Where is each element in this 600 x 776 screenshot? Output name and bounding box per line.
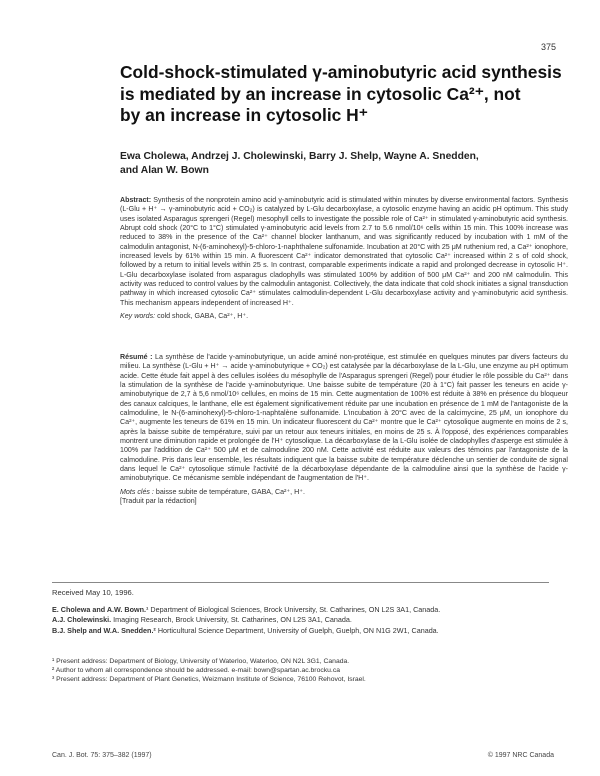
affiliation-text: Department of Biological Sciences, Brock University, St. Catharines, ON L2S 3A1, Canada. <box>150 605 441 614</box>
footnote-1: ¹ Present address: Department of Biology, University of Waterloo, Waterloo, ON N2L 3G1, Canada. <box>52 658 350 665</box>
title-line-3: by an increase in cytosolic H⁺ <box>120 105 368 125</box>
resume-keywords <box>120 488 568 497</box>
mots-cles-text: baisse subite de température, GABA, Ca²⁺, H⁺. <box>155 487 305 496</box>
affiliation-names: B.J. Shelp and W.A. Snedden.² <box>52 625 156 635</box>
abstract-text: Synthesis of the nonprotein amino acid γ-aminobutyric acid is stimulated within minutes by diverse environmental factors. Synthesis (L-Glu + H⁺ → γ-aminobutyric acid + CO₂) is catalyzed by L-Glu decarboxylase, a cytosolic enzyme having an acidic pH optimum. This study uses isolated Asparagus sprengeri (Regel) mesophyll cells to investigate the possible role of Ca²⁺ in stimulated γ-aminobutyric acid synthesis. Abrupt cold shock (20°C to 1°C) stimulated γ-aminobutyric acid levels from 2.7 to 5.6 nmol/10⁶ cells within 15 min. This 100% increase was reduced to 38% in the presence of the Ca²⁺ channel blocker lanthanum, and was significantly reduced by incubation with 1 mM of the calmodulin antagonist, N-(6-aminohexyl)-5-chloro-1-naphthalene sulfonamide. Incubation at 20°C with 25 μM ruthenium red, a Ca²⁺ ionophore, increased levels by 61% within 15 min. A fluorescent Ca²⁺ indicator demonstrated that cytosolic Ca²⁺ increased within 2 s of cold shock, followed by a return to initial levels within 25 s. In contrast, comparable experiments indicate a rapid and prolonged decrease in cytosolic H⁺. L-Glu decarboxylase isolated from asparagus cladophylls was stimulated 100% by addition of 500 μM Ca²⁺ and 200 nM calmodulin. This activity was reduced to control values by the calmodulin antagonist. Collectively, the data indicate that cold shock initiates a signal transduction pathway in which increased cytosolic Ca²⁺ stimulates calmodulin-dependent L-Glu decarboxylase activity and γ-aminobutyric acid synthesis. This mechanism appears independent of increased H⁺. <box>120 196 568 307</box>
resume-label: Résumé : <box>120 353 153 361</box>
footnote-divider <box>52 582 549 583</box>
abstract-label: Abstract: <box>120 196 152 204</box>
footnotes <box>52 657 552 684</box>
footnote-2: ² Author to whom all correspondence should be addressed. e-mail: bown@spartan.ac.brocku.ca <box>52 667 340 674</box>
affiliations <box>52 605 552 636</box>
affiliation-text: Imaging Research, Brock University, St. Catharines, ON L2S 3A1, Canada. <box>113 615 352 625</box>
title-line-1: Cold-shock-stimulated γ-aminobutyric acid synthesis <box>120 62 562 82</box>
footnote-3: ³ Present address: Department of Plant Genetics, Weizmann Institute of Science, 76100 Rehovot, Israel. <box>52 676 366 683</box>
journal-citation: Can. J. Bot. 75: 375–382 (1997) <box>52 752 152 759</box>
author-list <box>120 150 570 178</box>
received-date: Received May 10, 1996. <box>52 588 134 597</box>
keywords-text: cold shock, GABA, Ca²⁺, H⁺. <box>157 312 249 321</box>
authors-line-1: Ewa Cholewa, Andrzej J. Cholewinski, Barry J. Shelp, Wayne A. Snedden, <box>120 151 479 162</box>
affiliation-item <box>52 605 552 615</box>
authors-line-2: and Alan W. Bown <box>120 165 209 176</box>
resume-text: La synthèse de l'acide γ-aminobutyrique, un acide aminé non-protéique, est stimulée en quelques minutes par divers facteurs du milieu. La synthèse (L-Glu + H⁺ → acide γ-aminobutyrique + CO₂) est catalysée par la décarboxylase de la L-Glu, une enzyme au pH optimum acide. Cette étude fait appel à des cellules isolées du mésophylle de l'Asparagus sprengeri (Regel) pour étudier le rôle possible du Ca²⁺ dans la stimulation de la synthèse de l'acide γ-aminobutyrique. Une baisse subite de température (20 à 1°C) fait passer les teneurs en acide γ-aminobutyrique de 2,7 à 5,6 nmol/10⁶ cellules, en moins de 15 min. Cette augmentation de 100% est réduite à 38% en présence du bloqueur des canaux calciques, le lanthane, elle est également significativement réduite par une incubation en présence de 1 mM de l'antagoniste de la calmoduline, le N-(6-aminohexyl)-5-chloro-1-naphtalène sulfonamide. L'incubation à 20°C avec de la calcimycine, 25 μM, un ionophore du Ca²⁺, augmente les teneurs de 61% en 15 min. Un indicateur fluorescent du Ca²⁺ montre que le Ca²⁺ cytosolique augmente en moins de 2 s, après la baisse subite de température, suivi par un retour aux teneurs initiales, en moins de 25 s. À l'opposé, des expériences comparables montrent une diminution rapide et prolongée de l'H⁺ cytosolique. La décarboxylase de la L-Glu isolée de cladophylles d'asperge est stimulée à 100% par l'addition de Ca²⁺ 500 μM et de calmoduline 200 nM. Cette activité est réduite aux valeurs des témoins par l'antagoniste de la calmoduline. Pris dans leur ensemble, les résultats indiquent que la baisse subite de température déclenche un sentier de conduite de signal dans lequel le Ca²⁺ cytosolique stimule l'activité de la décarboxylase dépendante de la calmoduline ainsi que la synthèse de l'acide γ-aminobutyrique. Ce mécanisme semble indépendant de l'augmentation de l'H⁺. <box>120 353 568 483</box>
affiliation-names: A.J. Cholewinski. <box>52 615 112 625</box>
affiliation-item <box>52 626 552 636</box>
title-line-2: is mediated by an increase in cytosolic Ca²⁺, not <box>120 83 521 104</box>
resume-paragraph <box>120 353 568 484</box>
affiliation-text: Horticultural Science Department, University of Guelph, Guelph, ON N1G 2W1, Canada. <box>157 625 439 635</box>
abstract-paragraph <box>120 196 568 308</box>
abstract-keywords <box>120 312 568 321</box>
resume-section <box>120 353 568 507</box>
translation-note: [Traduit par la rédaction] <box>120 497 197 506</box>
copyright-notice: © 1997 NRC Canada <box>487 752 554 759</box>
affiliation-item <box>52 615 552 625</box>
paper-title <box>120 62 570 127</box>
affiliation-names: E. Cholewa and A.W. Bown.¹ <box>52 605 149 614</box>
page-number: 375 <box>540 42 556 52</box>
keywords-label: Key words: <box>120 312 156 321</box>
abstract-section <box>120 196 568 321</box>
mots-cles-label: Mots clés : <box>120 487 154 496</box>
